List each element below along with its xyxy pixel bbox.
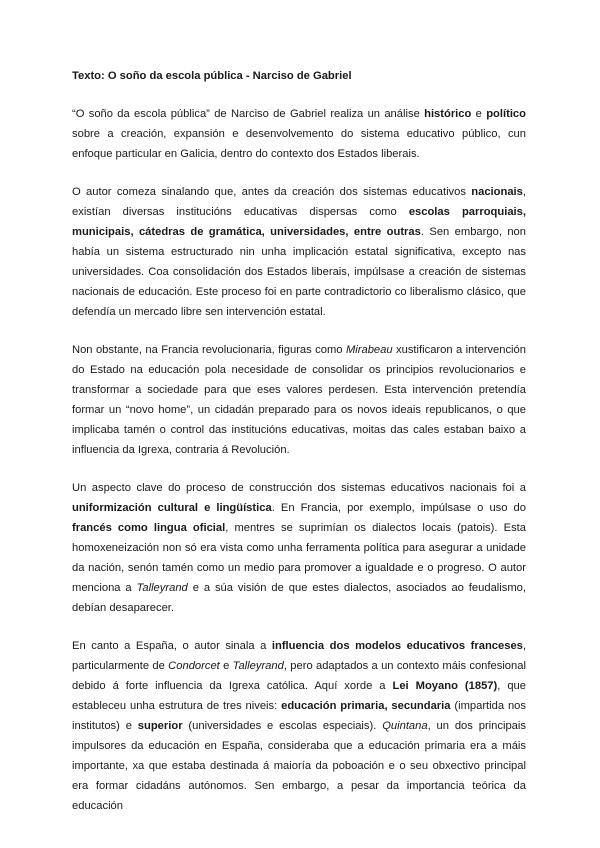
text-run-italic: Mirabeau [345, 344, 393, 356]
text-run: , mentres se suprimían os dialectos locais (patois). Esta homoxeneización non só era vista como unha ferramenta política para asegurar a unidade da nación, senón tamén como un medio para promover a igualdade e o progreso. O autor menciona a [72, 522, 526, 594]
text-run: e [219, 660, 233, 672]
text-run: , un dos principais impulsores da educación en España, consideraba que a educación primaria era a máis importante, xa que estaba destinada á maioría da poboación e o seu obxectivo principal era formar cidadáns autónomos. Sen embargo, a pesar da importancia teórica da educación [72, 720, 526, 812]
text-run: sobre a creación, expansión e desenvolvemento do sistema educativo público, cun enfoque particular en Galicia, dentro do contexto dos Estados liberais. [72, 128, 526, 160]
document-page [72, 68, 526, 834]
text-run: Un aspecto clave do proceso de construcción dos sistemas educativos nacionais foi a [72, 482, 526, 494]
text-run-italic: Talleyrand [136, 582, 188, 594]
document-title: Texto: O soño da escola pública - Narciso de Gabriel [72, 70, 352, 82]
text-run: O autor comeza sinalando que, antes da creación dos sistemas educativos [72, 186, 472, 198]
text-run: “O soño da escola pública” de Narciso de Gabriel realiza un análise [72, 108, 425, 120]
text-run-bold: Lei Moyano (1857) [392, 680, 498, 692]
paragraph [72, 104, 526, 164]
text-run-bold: francés como lingua oficial [72, 522, 226, 534]
text-run-italic: Talleyrand [232, 660, 284, 672]
text-run-bold: educación primaria, secundaria [281, 700, 451, 712]
text-run: . En Francia, por exemplo, impúlsase o uso do [271, 502, 526, 514]
text-run: En canto a España, o autor sinala a [72, 640, 272, 652]
text-run: (impartida nos institutos) e [72, 700, 526, 732]
text-run: , que estableceu unha estrutura de tres niveis: [72, 680, 526, 712]
text-run-bold: político [486, 108, 526, 120]
text-run-bold: uniformización cultural e lingüística [72, 502, 272, 514]
text-run: , existían diversas institucións educativas dispersas como [72, 186, 526, 218]
paragraph [72, 182, 526, 322]
text-run-bold: superior [137, 720, 183, 732]
text-run: e a súa visión de que estes dialectos, asociados ao feudalismo, debían desaparecer. [72, 582, 527, 614]
text-run-bold: influencia dos modelos educativos franceses [271, 640, 523, 652]
paragraph [72, 478, 526, 618]
paragraph [72, 636, 526, 816]
text-run: Non obstante, na Francia revolucionaria, figuras como [72, 344, 346, 356]
text-run: . Sen embargo, non había un sistema estructurado nin unha implicación estatal significativa, excepto nas universidades. Coa consolidación dos Estados liberais, impúlsase a creación de sistemas nacionais de educación. Este proceso foi en parte contradictorio co liberalismo clásico, que defendía un mercado libre sen intervención estatal. [72, 226, 526, 318]
text-run: (universidades e escolas especiais). [182, 720, 383, 732]
paragraph [72, 340, 526, 460]
text-run: , particularmente de [72, 640, 526, 672]
text-run: , pero adaptados a un contexto máis confesional debido á forte influencia da Igrexa católica. Aquí xorde a [72, 660, 526, 692]
text-run: xustificaron a intervención do Estado na educación pola necesidade de consolidar os principios revolucionarios e transformar a sociedade para que eses valores perdesen. Esta intervención pretendía formar un “novo home”, un cidadán preparado para os novos ideais republicanos, o que implicaba tamén o control das institucións educativas, moitas das cales estaban baixo a influencia da Igrexa, contraria á Revolución. [72, 344, 526, 456]
text-run-italic: Quintana [382, 720, 428, 732]
text-run: e [471, 108, 487, 120]
text-run-bold: escolas parroquiais, municipais, cátedras de gramática, universidades, entre outras [72, 206, 526, 238]
text-run-bold: histórico [424, 108, 472, 120]
text-run-bold: nacionais [471, 186, 523, 198]
text-run-italic: Condorcet [168, 660, 220, 672]
